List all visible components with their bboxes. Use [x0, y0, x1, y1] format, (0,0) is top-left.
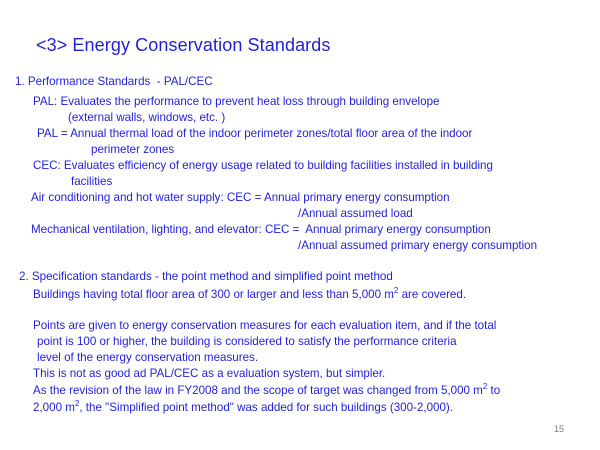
revision-line2 [33, 401, 453, 415]
page-number: 15 [553, 424, 564, 434]
mech-cec-formula-line2: /Annual assumed primary energy consumption [298, 239, 538, 252]
cec-description-line2: facilities [71, 175, 113, 188]
section2-heading: 2. Specification standards - the point method and simplified point method [19, 270, 393, 283]
slide-title: <3> Energy Conservation Standards [36, 35, 331, 55]
cec-description-line1: CEC: Evaluates efficiency of energy usage related to building facilities installed in building [33, 159, 493, 172]
section1-heading: 1. Performance Standards - PAL/CEC [15, 75, 213, 88]
mech-cec-formula-line1: Mechanical ventilation, lighting, and elevator: CEC = Annual primary energy consumption [31, 223, 491, 236]
buildings-covered-end: are covered. [398, 288, 467, 301]
pal-description-line1: PAL: Evaluates the performance to prevent heat loss through building envelope [33, 95, 440, 108]
ac-cec-formula-line1: Air conditioning and hot water supply: CEC = Annual primary energy consumption [31, 191, 450, 204]
buildings-covered-text: Buildings having total floor area of 300 or larger and less than 5,000 m [33, 288, 394, 301]
revision-line2-text: , the "Simplified point method" was added for such buildings (300-2,000). [79, 401, 454, 414]
buildings-covered-line [33, 288, 466, 302]
not-as-good-line: This is not as good ad PAL/CEC as a evaluation system, but simpler. [33, 367, 386, 380]
points-line1: Points are given to energy conservation measures for each evaluation item, and if the total [33, 319, 497, 332]
pal-definition-line2: perimeter zones [91, 143, 175, 156]
pal-definition-line1: PAL = Annual thermal load of the indoor perimeter zones/total floor area of the indoor [37, 127, 473, 140]
points-line3: level of the energy conservation measures. [37, 351, 259, 364]
revision-line1-text: As the revision of the law in FY2008 and the scope of target was changed from 5,000 m [33, 384, 483, 397]
pal-description-line2: (external walls, windows, etc. ) [68, 111, 226, 124]
ac-cec-formula-line2: /Annual assumed load [298, 207, 413, 220]
points-line2: point is 100 or higher, the building is considered to satisfy the performance criteria [37, 335, 457, 348]
buildings-covered-superscript: 2 [393, 286, 399, 295]
revision-line2-superscript: 2 [74, 399, 80, 408]
revision-line2-start: 2,000 m [33, 401, 75, 414]
revision-line1-superscript: 2 [482, 382, 488, 391]
revision-line1-end: to [487, 384, 501, 397]
revision-line1 [33, 384, 500, 398]
